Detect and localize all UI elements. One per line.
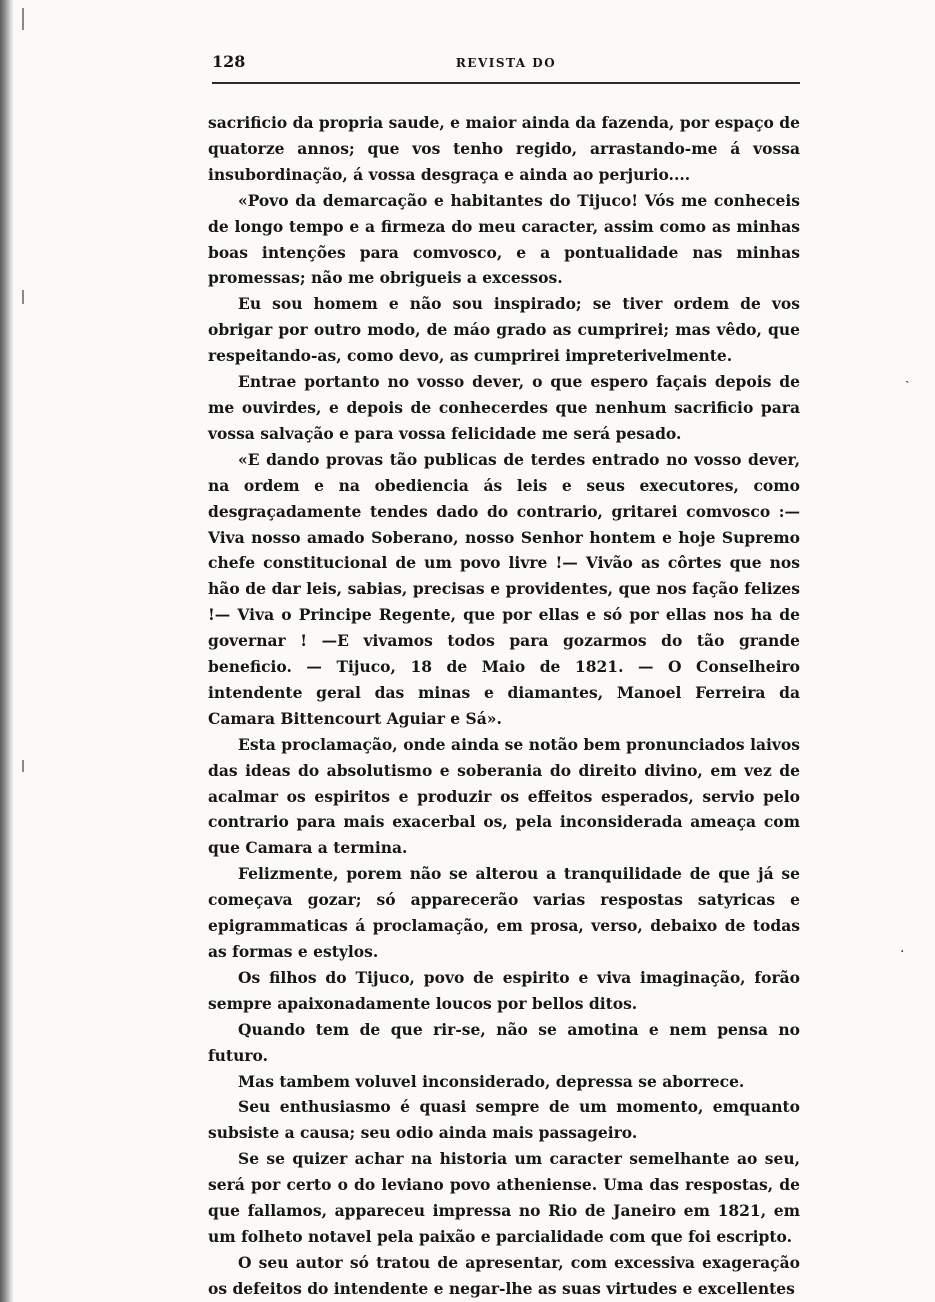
paragraph: O seu autor só tratou de apresentar, com excessiva exageração os defeitos do intendente e negar-lhe as suas virtudes e excellentes <box>208 1252 800 1298</box>
paragraph: Esta proclamação, onde ainda se notão bem pronunciados laivos das ideas do absolutismo e soberania do direito divino, em vez de acalmar os espiritos e produzir os effeitos esperados, servio pelo contrario para mais exacerbal os, pela inconsiderada ameaça com que Camara a termina. <box>208 734 800 858</box>
book-spine-edge <box>0 0 14 1302</box>
scan-edge-mark <box>22 760 24 772</box>
paragraph: Mas tambem voluvel inconsiderado, depressa se aborrece. <box>238 1071 745 1091</box>
page-header <box>212 50 800 78</box>
scan-edge-mark <box>22 290 24 304</box>
header-rule <box>212 82 800 84</box>
margin-ink-mark: ˎ <box>905 368 910 384</box>
paragraph: Entrae portanto no vosso dever, o que espero façais depois de me ouvirdes, e depois de conhecerdes que nenhum sacrificio para vossa salvação e para vossa felicidade me será pesado. <box>208 372 800 443</box>
paragraph: Se se quizer achar na historia um caracter semelhante ao seu, será por certo o do leviano povo atheniense. Uma das respostas, de que fallamos, appareceu impressa no Rio de Janeiro em 1821, em um folheto notavel pela paixão e parcialidade com que foi escripto. <box>208 1149 800 1246</box>
body-text <box>208 110 800 1302</box>
margin-ink-mark: · <box>900 944 905 960</box>
paragraph: sacrificio da propria saude, e maior ainda da fazenda, por espaço de quatorze annos; que vos tenho regido, arrastando-me á vossa insubordinação, á vossa desgraça e ainda ao perjurio.... <box>208 113 800 184</box>
paragraph: Seu enthusiasmo é quasi sempre de um momento, emquanto subsiste a causa; seu odio ainda mais passageiro. <box>208 1097 800 1143</box>
scan-edge-mark <box>22 8 24 30</box>
paragraph: «E dando provas tão publicas de terdes entrado no vosso dever, na ordem e na obediencia ás leis e seus executores, como desgraçadamente tendes dado do contrario, gritarei comvosco :— Viva nosso amado Soberano, nosso Senhor hontem e hoje Supremo chefe constitucional de um povo livre !— Vivão as côrtes que nos hão de dar leis, sabias, precisas e providentes, que nos fação felizes !— Viva o Principe Regente, que por ellas e só por ellas nos ha de governar ! —E vivamos todos para gozarmos do tão grande beneficio. — Tijuco, 18 de Maio de 1821. — O Conselheiro intendente geral das minas e diamantes, Manoel Ferreira da Camara Bittencourt Aguiar e Sá». <box>208 449 800 728</box>
paragraph: «Povo da demarcação e habitantes do Tijuco! Vós me conheceis de longo tempo e a firmeza do meu caracter, assim como as minhas boas intenções para comvosco, e a pontualidade nas minhas promessas; não me obrigueis a excessos. <box>208 190 800 288</box>
paragraph: Os filhos do Tijuco, povo de espirito e viva imaginação, forão sempre apaixonadamente loucos por bellos ditos. <box>208 967 800 1013</box>
paragraph: Eu sou homem e não sou inspirado; se tiver ordem de vos obrigar por outro modo, de máo grado as cumprirei; mas vêdo, que respeitando-as, como devo, as cumprirei impreterivelmente. <box>208 294 800 366</box>
paragraph: Felizmente, porem não se alterou a tranquilidade de que já se começava gozar; só apparecerão varias respostas satyricas e epigrammaticas á proclamação, em prosa, verso, debaixo de todas as formas e estylos. <box>208 864 800 961</box>
running-head: REVISTA DO <box>455 56 557 70</box>
page-number: 128 <box>212 52 246 71</box>
paragraph: Quando tem de que rir-se, não se amotina e nem pensa no futuro. <box>208 1019 800 1065</box>
